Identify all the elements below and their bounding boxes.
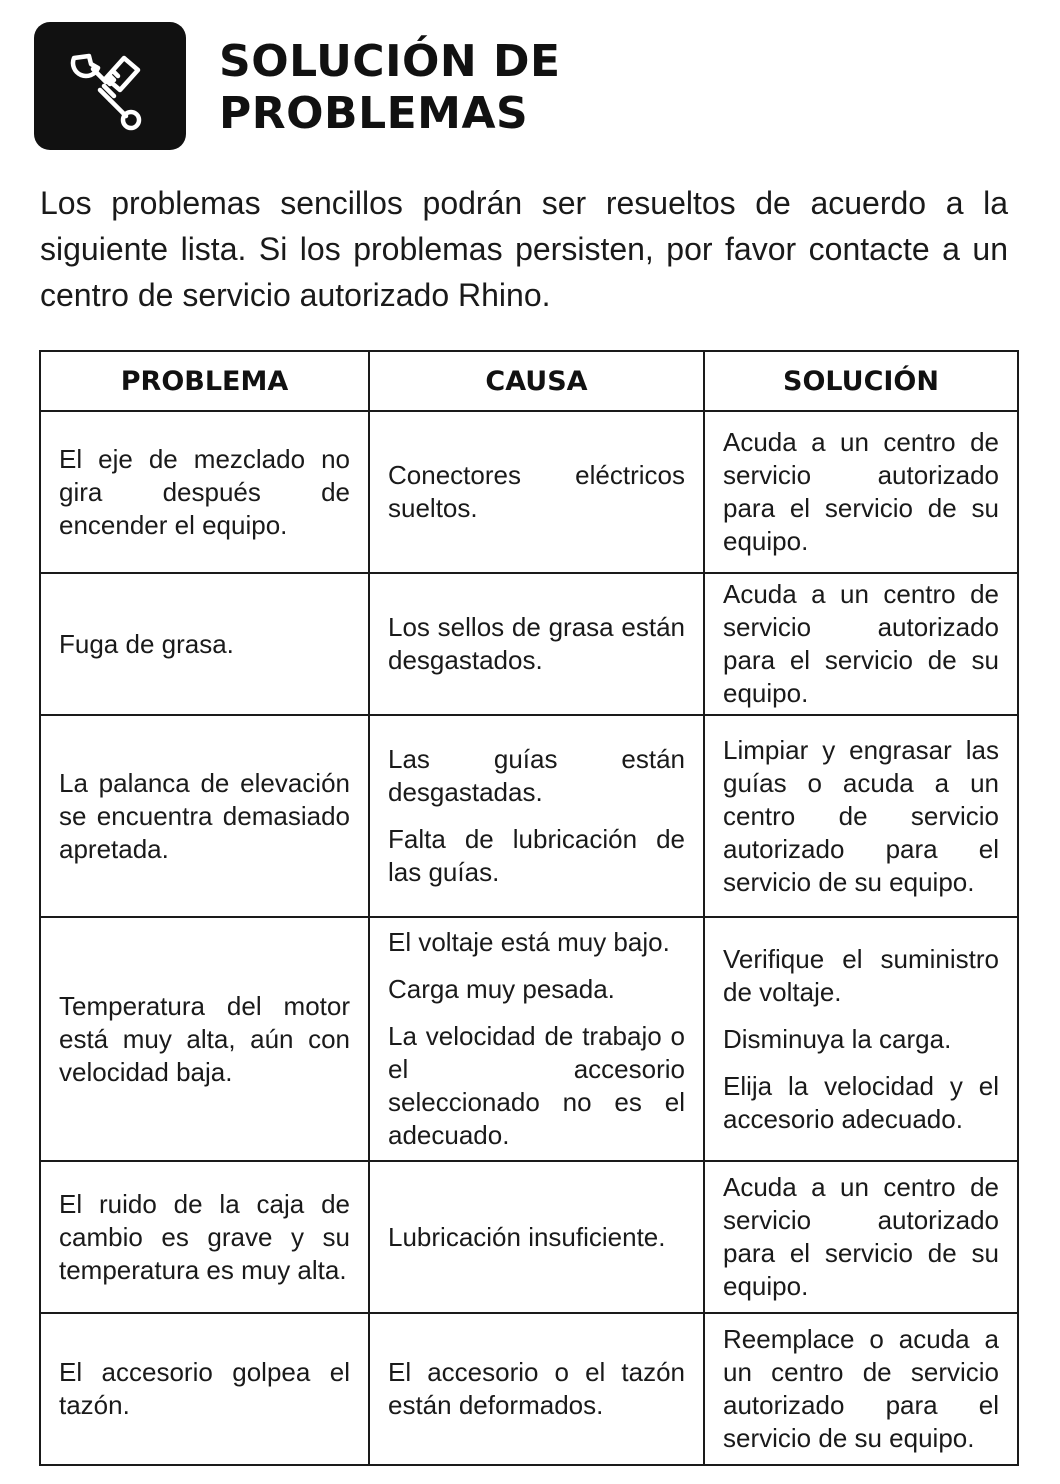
table-row [40, 715, 1018, 917]
header-solucion: SOLUCIÓN [704, 351, 1018, 411]
solution-text: Acuda a un centro de servicio autorizado para el servicio de su equipo. [723, 579, 999, 708]
problem-cell [40, 573, 369, 715]
cause-text: Lubricación insuficiente. [388, 1221, 666, 1252]
header-problema: PROBLEMA [40, 351, 369, 411]
solution-text: Acuda a un centro de servicio autorizado para el servicio de su equipo. [723, 1172, 999, 1301]
problem-cell [40, 1161, 369, 1313]
cause-text: El voltaje está muy bajo. [388, 927, 670, 957]
solution-text: Disminuya la carga. [723, 1023, 952, 1054]
problem-cell [40, 917, 369, 1161]
page-title [219, 36, 561, 140]
problem-text: Temperatura del motor está muy alta, aún con velocidad baja. [59, 990, 350, 1087]
problem-cell [40, 715, 369, 917]
cause-text: Las guías están desgastadas. [388, 744, 685, 807]
table-header-row [40, 351, 1018, 411]
problem-cell [40, 1313, 369, 1465]
problem-cell [40, 411, 369, 573]
cause-cell [369, 411, 704, 573]
solution-text: Acuda a un centro de servicio autorizado para el servicio de su equipo. [723, 427, 999, 556]
problem-text: El eje de mezclado no gira después de encender el equipo. [59, 443, 350, 540]
solution-cell [704, 715, 1018, 917]
header-causa: CAUSA [369, 351, 704, 411]
cause-cell [369, 917, 704, 1161]
table-row [40, 1313, 1018, 1465]
solution-cell [704, 411, 1018, 573]
cause-text: Los sellos de grasa están desgastados. [388, 612, 685, 675]
problem-text: Fuga de grasa. [59, 628, 234, 659]
solution-text: Reemplace o acuda a un centro de servicio autorizado para el servicio de su equipo. [723, 1324, 999, 1453]
title-line-1: SOLUCIÓN DE [219, 36, 561, 87]
cause-cell [369, 573, 704, 715]
cause-text: La velocidad de trabajo o el accesorio seleccionado no es el adecuado. [388, 1021, 685, 1150]
problem-text: El accesorio golpea el tazón. [59, 1357, 350, 1420]
header-icon-box [34, 22, 186, 150]
table-row [40, 1161, 1018, 1313]
solution-cell [704, 1161, 1018, 1313]
title-line-2: PROBLEMAS [219, 88, 529, 139]
table-row [40, 917, 1018, 1161]
table-row [40, 411, 1018, 573]
cause-cell [369, 1313, 704, 1465]
cause-text: Falta de lubricación de las guías. [388, 824, 685, 887]
solution-text: Verifique el suministro de voltaje. [723, 943, 999, 1007]
problem-text: La palanca de elevación se encuentra demasiado apretada. [59, 767, 350, 864]
solution-text: Limpiar y engrasar las guías o acuda a un centro de servicio autorizado para el servicio de su equipo. [723, 734, 999, 897]
intro-paragraph: Los problemas sencillos podrán ser resueltos de acuerdo a la siguiente lista. Si los problemas persisten, por favor contacte a un centro de servicio autorizado Rhino. [40, 185, 1008, 313]
problem-text: El ruido de la caja de cambio es grave y su temperatura es muy alta. [59, 1188, 350, 1285]
troubleshooting-table [39, 350, 1019, 1466]
solution-cell [704, 1313, 1018, 1465]
solution-cell [704, 917, 1018, 1161]
cause-text: Carga muy pesada. [388, 974, 615, 1004]
wrench-hand-icon [60, 36, 160, 136]
solution-text: Elija la velocidad y el accesorio adecuado. [723, 1070, 999, 1134]
solution-cell [704, 573, 1018, 715]
table-row [40, 573, 1018, 715]
cause-cell [369, 1161, 704, 1313]
cause-text: Conectores eléctricos sueltos. [388, 460, 685, 523]
cause-cell [369, 715, 704, 917]
cause-text: El accesorio o el tazón están deformados. [388, 1357, 685, 1420]
